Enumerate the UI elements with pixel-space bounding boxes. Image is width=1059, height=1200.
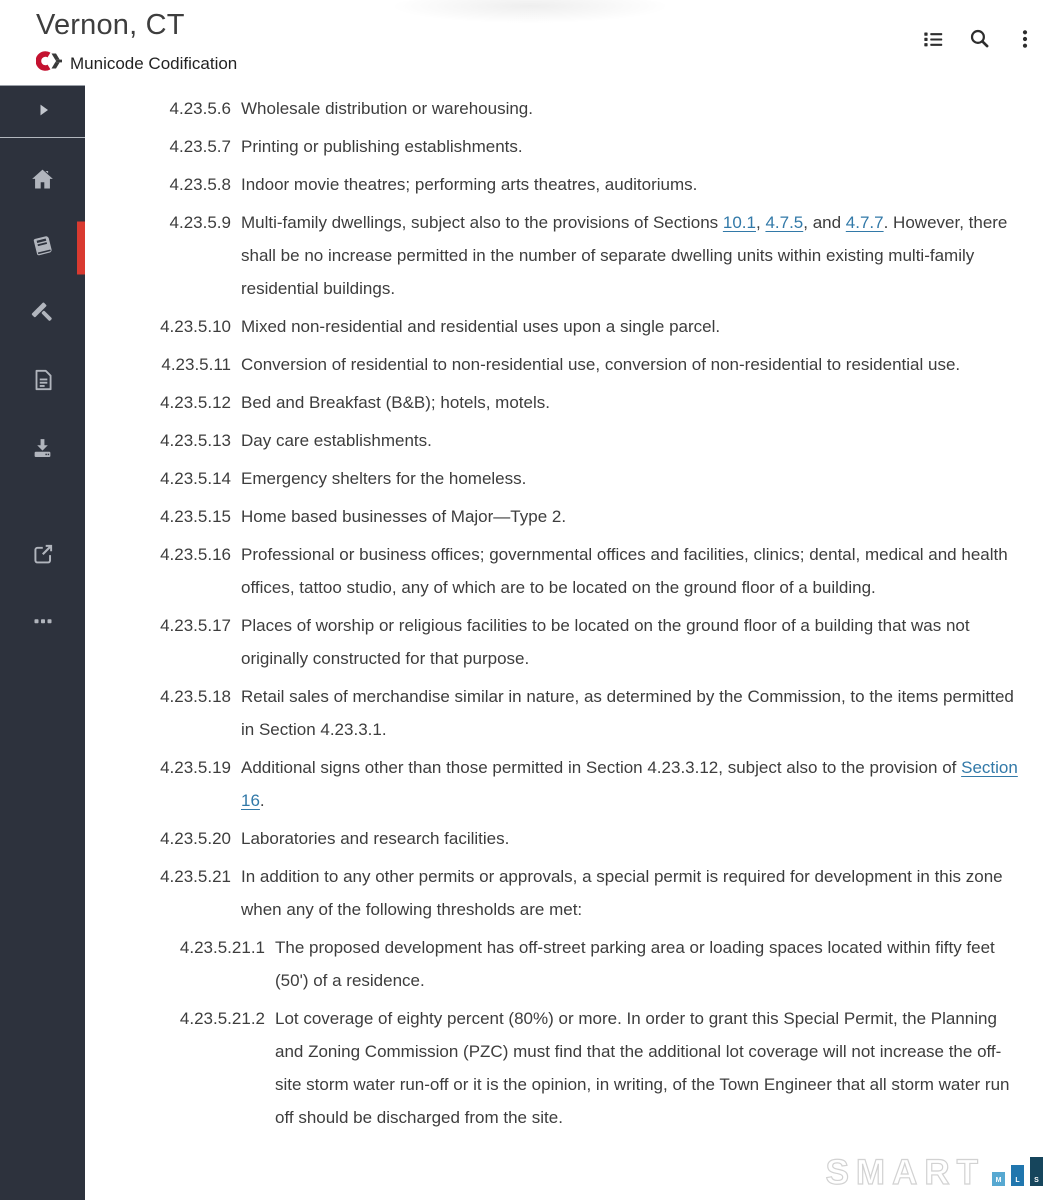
code-item <box>148 609 1021 675</box>
expand-arrow-icon <box>33 100 53 123</box>
section-text: Bed and Breakfast (B&B); hotels, motels. <box>241 393 550 412</box>
section-cross-reference-link[interactable]: 10.1 <box>722 213 756 232</box>
sidebar-item-ordinances[interactable] <box>0 281 85 348</box>
external-link-icon <box>30 541 56 570</box>
gavel-icon <box>29 300 56 330</box>
brand-subtitle: Municode Codification <box>70 53 238 73</box>
code-item <box>148 931 1021 997</box>
toc-list-button[interactable] <box>917 24 949 56</box>
section-text: Indoor movie theatres; performing arts theatres, auditoriums. <box>241 175 698 194</box>
code-item <box>148 751 1021 817</box>
sidebar-item-home[interactable] <box>0 147 85 214</box>
section-text: Emergency shelters for the homeless. <box>241 469 527 488</box>
section-text: Additional signs other than those permitted in Section 4.23.3.12, subject also to the provision of Section 16. <box>241 758 1018 810</box>
search-button[interactable] <box>963 24 995 56</box>
section-number: 4.23.5.8 <box>169 175 231 194</box>
code-item <box>148 680 1021 746</box>
code-item <box>148 538 1021 604</box>
header-shadow-blob <box>385 0 675 24</box>
smartmls-block-l: L <box>1011 1165 1024 1186</box>
code-item <box>148 424 1021 457</box>
section-cross-reference-link[interactable]: 4.7.7 <box>845 213 884 232</box>
code-item <box>148 822 1021 855</box>
smartmls-block-m: M <box>992 1172 1005 1186</box>
section-text: Lot coverage of eighty percent (80%) or more. In order to grant this Special Permit, the Planning and Zoning Commission (PZC) must find that the additional lot coverage will not increase the off-site storm water run-off or it is the opinion, in writing, of the Town Engineer that all storm water run off should be discharged from the site. <box>275 1009 1010 1127</box>
section-number: 4.23.5.14 <box>160 469 231 488</box>
code-item <box>148 206 1021 305</box>
section-number: 4.23.5.20 <box>160 829 231 848</box>
book-icon <box>29 232 57 263</box>
section-cross-reference-link[interactable]: 4.7.5 <box>765 213 804 232</box>
sidebar-item-code-book[interactable] <box>0 214 85 281</box>
section-text: Mixed non-residential and residential uses upon a single parcel. <box>241 317 721 336</box>
section-text: In addition to any other permits or approvals, a special permit is required for development in this zone when any of the following thresholds are met: <box>241 867 1003 919</box>
section-cross-reference-link[interactable]: Section 16 <box>241 758 1018 810</box>
more-ellipsis-icon <box>31 609 55 636</box>
sidebar-item-external-link[interactable] <box>0 522 85 589</box>
section-number: 4.23.5.18 <box>160 687 231 706</box>
smartmls-block-s: S <box>1030 1157 1043 1186</box>
home-icon <box>29 166 56 196</box>
section-number: 4.23.5.21.1 <box>179 938 265 957</box>
code-item <box>148 310 1021 343</box>
code-item <box>148 348 1021 381</box>
code-item <box>148 386 1021 419</box>
sidebar-item-downloads[interactable] <box>0 415 85 482</box>
section-text: Places of worship or religious facilities to be located on the ground floor of a building that was not originally constructed for that purpose. <box>241 616 970 668</box>
section-number: 4.23.5.10 <box>160 317 231 336</box>
section-number: 4.23.5.16 <box>160 545 231 564</box>
code-item-list <box>148 92 1021 1134</box>
code-item <box>148 168 1021 201</box>
more-options-icon <box>1013 27 1037 54</box>
section-text: Laboratories and research facilities. <box>241 829 510 848</box>
section-number: 4.23.5.21.2 <box>179 1009 265 1028</box>
section-number: 4.23.5.13 <box>160 431 231 450</box>
toc-list-icon <box>920 26 946 55</box>
code-item <box>148 92 1021 125</box>
sidebar <box>0 85 85 1200</box>
code-content <box>85 85 1059 1200</box>
code-item <box>148 860 1021 926</box>
header-actions <box>917 24 1041 56</box>
section-text: Multi-family dwellings, subject also to the provisions of Sections 10.1, 4.7.5, and 4.7.7. However, there shall be no increase permitted in the number of separate dwelling units within existing multi-family residential buildings. <box>241 213 1008 298</box>
code-item <box>148 1002 1021 1134</box>
document-icon <box>30 367 56 396</box>
sidebar-item-documents[interactable] <box>0 348 85 415</box>
code-item <box>148 462 1021 495</box>
section-text: Conversion of residential to non-residential use, conversion of non-residential to residential use. <box>241 355 961 374</box>
section-number: 4.23.5.6 <box>169 99 231 118</box>
section-number: 4.23.5.12 <box>160 393 231 412</box>
code-item <box>148 500 1021 533</box>
section-text: Retail sales of merchandise similar in nature, as determined by the Commission, to the items permitted in Section 4.23.3.1. <box>241 687 1014 739</box>
search-icon <box>967 26 992 54</box>
section-text: Day care establishments. <box>241 431 432 450</box>
sidebar-expand-button[interactable] <box>0 86 85 138</box>
more-options-button[interactable] <box>1009 24 1041 56</box>
section-number: 4.23.5.11 <box>161 355 231 374</box>
sidebar-item-more[interactable] <box>0 589 85 656</box>
civicplus-logo-icon <box>36 51 63 76</box>
code-item <box>148 130 1021 163</box>
page-title: Vernon, CT <box>36 9 185 41</box>
header <box>0 0 1059 85</box>
section-text: Wholesale distribution or warehousing. <box>241 99 533 118</box>
section-text: The proposed development has off-street parking area or loading spaces located within fifty feet (50') of a residence. <box>275 938 995 990</box>
download-icon <box>29 434 56 464</box>
section-number: 4.23.5.17 <box>160 616 231 635</box>
section-text: Home based businesses of Major—Type 2. <box>241 507 567 526</box>
section-number: 4.23.5.15 <box>160 507 231 526</box>
section-number: 4.23.5.7 <box>169 137 231 156</box>
section-number: 4.23.5.9 <box>169 213 231 232</box>
section-number: 4.23.5.21 <box>160 867 231 886</box>
section-text: Printing or publishing establishments. <box>241 137 523 156</box>
brand <box>36 51 237 76</box>
section-number: 4.23.5.19 <box>160 758 231 777</box>
section-text: Professional or business offices; governmental offices and facilities, clinics; dental, medical and health offices, tattoo studio, any of which are to be located on the ground floor of a building. <box>241 545 1008 597</box>
